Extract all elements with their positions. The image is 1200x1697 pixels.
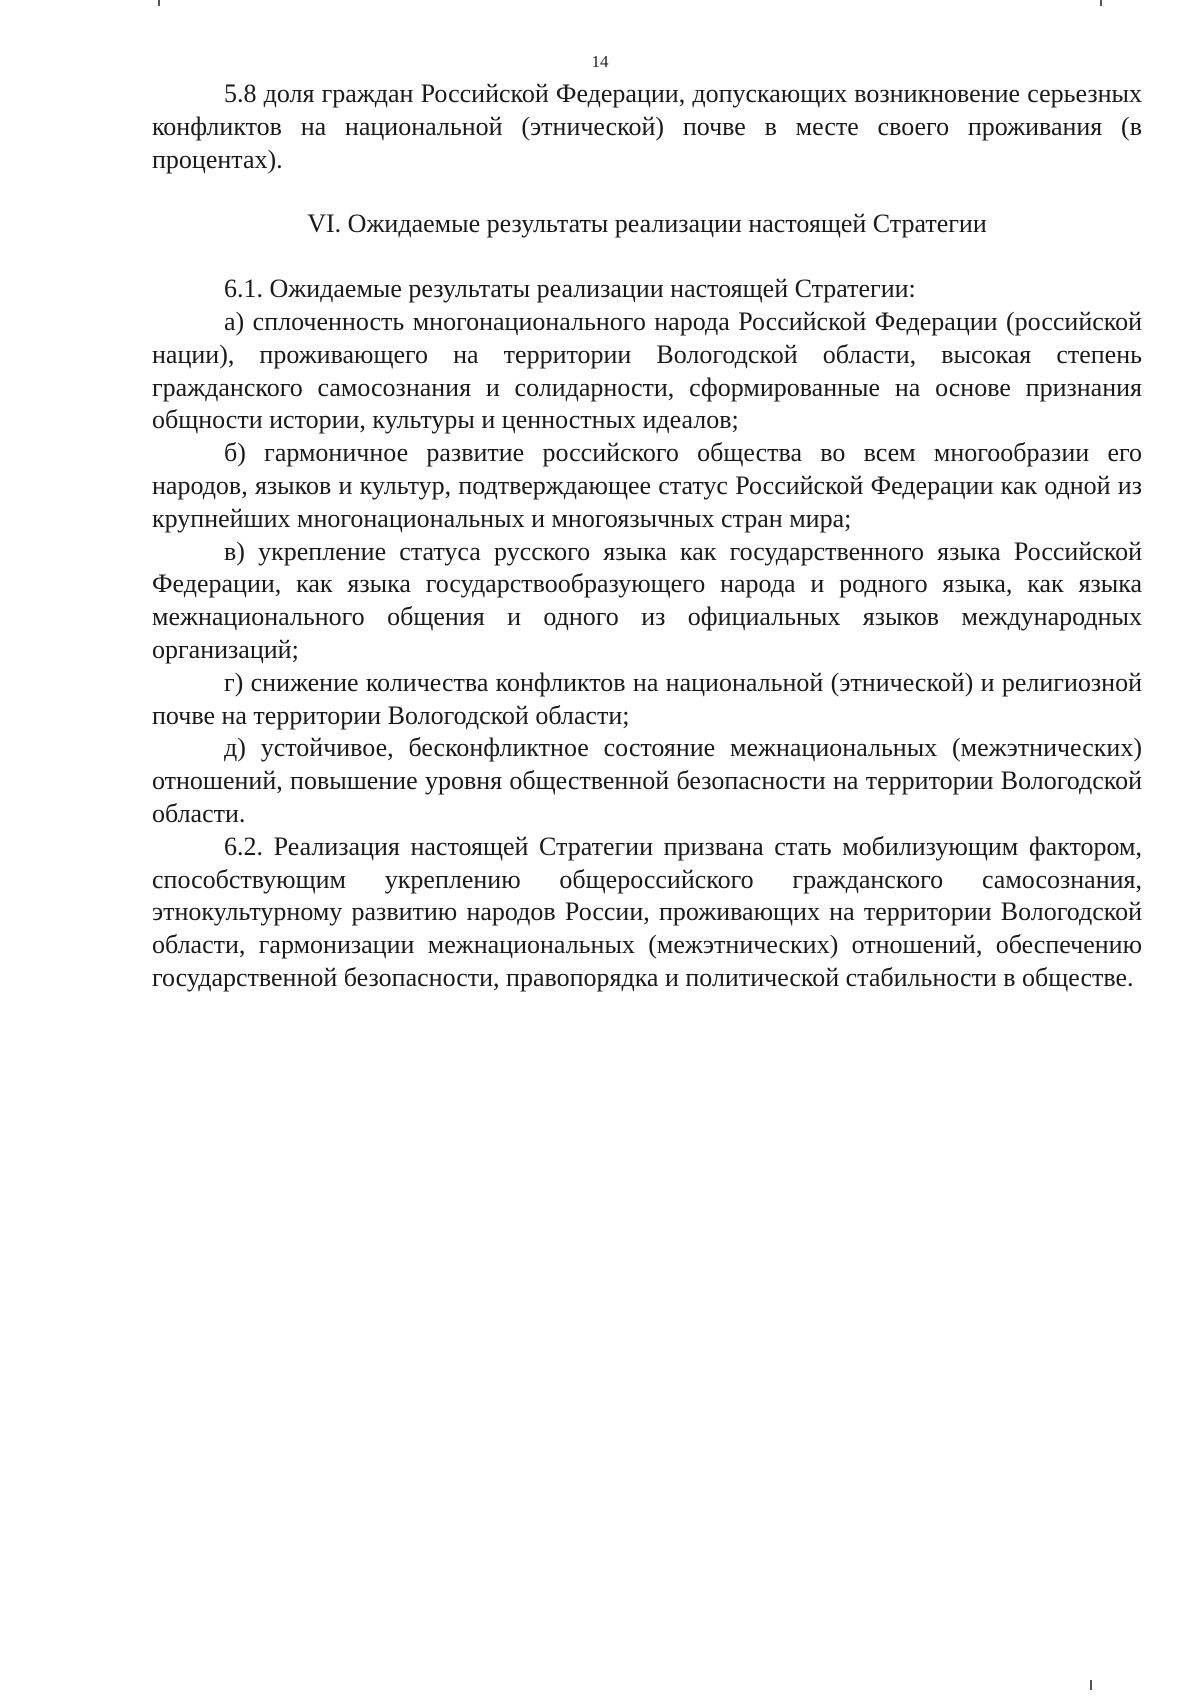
- paragraph-6-1-d: д) устойчивое, бесконфликтное состояние межнациональных (межэтнических) отношений, повышение уровня общественной безопасности на территории Вологодской области.: [152, 733, 1142, 828]
- paragraph-6-1-b: б) гармоничное развитие российского общества во всем многообразии его народов, языков и культур, подтверждающее статус Российской Федерации как одной из крупнейших многонациональных и многоязычных стран мира;: [152, 438, 1142, 533]
- scan-mark-top-right: [1100, 0, 1102, 6]
- paragraph-5-8: 5.8 доля граждан Российской Федерации, допускающих возникновение серьезных конфликтов на национальной (этнической) почве в месте своего проживания (в процентах).: [152, 79, 1142, 174]
- paragraph-6-1-g: г) снижение количества конфликтов на национальной (этнической) и религиозной почве на территории Вологодской области;: [152, 667, 1142, 730]
- paragraph-6-2: 6.2. Реализация настоящей Стратегии призвана стать мобилизующим фактором, способствующим укреплению общероссийского гражданского самосознания, этнокультурному развитию народов России, проживающих на территории Вологодской области, гармонизации межнациональных (межэтнических) отношений, обеспечению государственной безопасности, правопорядка и политической стабильности в обществе.: [152, 831, 1142, 992]
- page-number: 14: [591, 52, 609, 71]
- document-body: [152, 78, 1142, 995]
- scan-mark-top-left: [158, 0, 160, 6]
- section-heading-vi: VI. Ожидаемые результаты реализации настоящей Стратегии: [307, 209, 987, 239]
- paragraph-6-1-v: в) укрепление статуса русского языка как государственного языка Российской Федерации, как языка государствообразующего народа и родного языка, как языка межнационального общения и одного из официальных языков международных организаций;: [152, 536, 1142, 664]
- paragraph-6-1: 6.1. Ожидаемые результаты реализации настоящей Стратегии:: [224, 274, 916, 304]
- paragraph-6-1-a: а) сплоченность многонационального народа Российской Федерации (российской нации), проживающего на территории Вологодской области, высокая степень гражданского самосознания и солидарности, сформированные на основе признания общности истории, культуры и ценностных идеалов;: [152, 306, 1142, 435]
- scan-mark-bottom-right: [1090, 1680, 1092, 1690]
